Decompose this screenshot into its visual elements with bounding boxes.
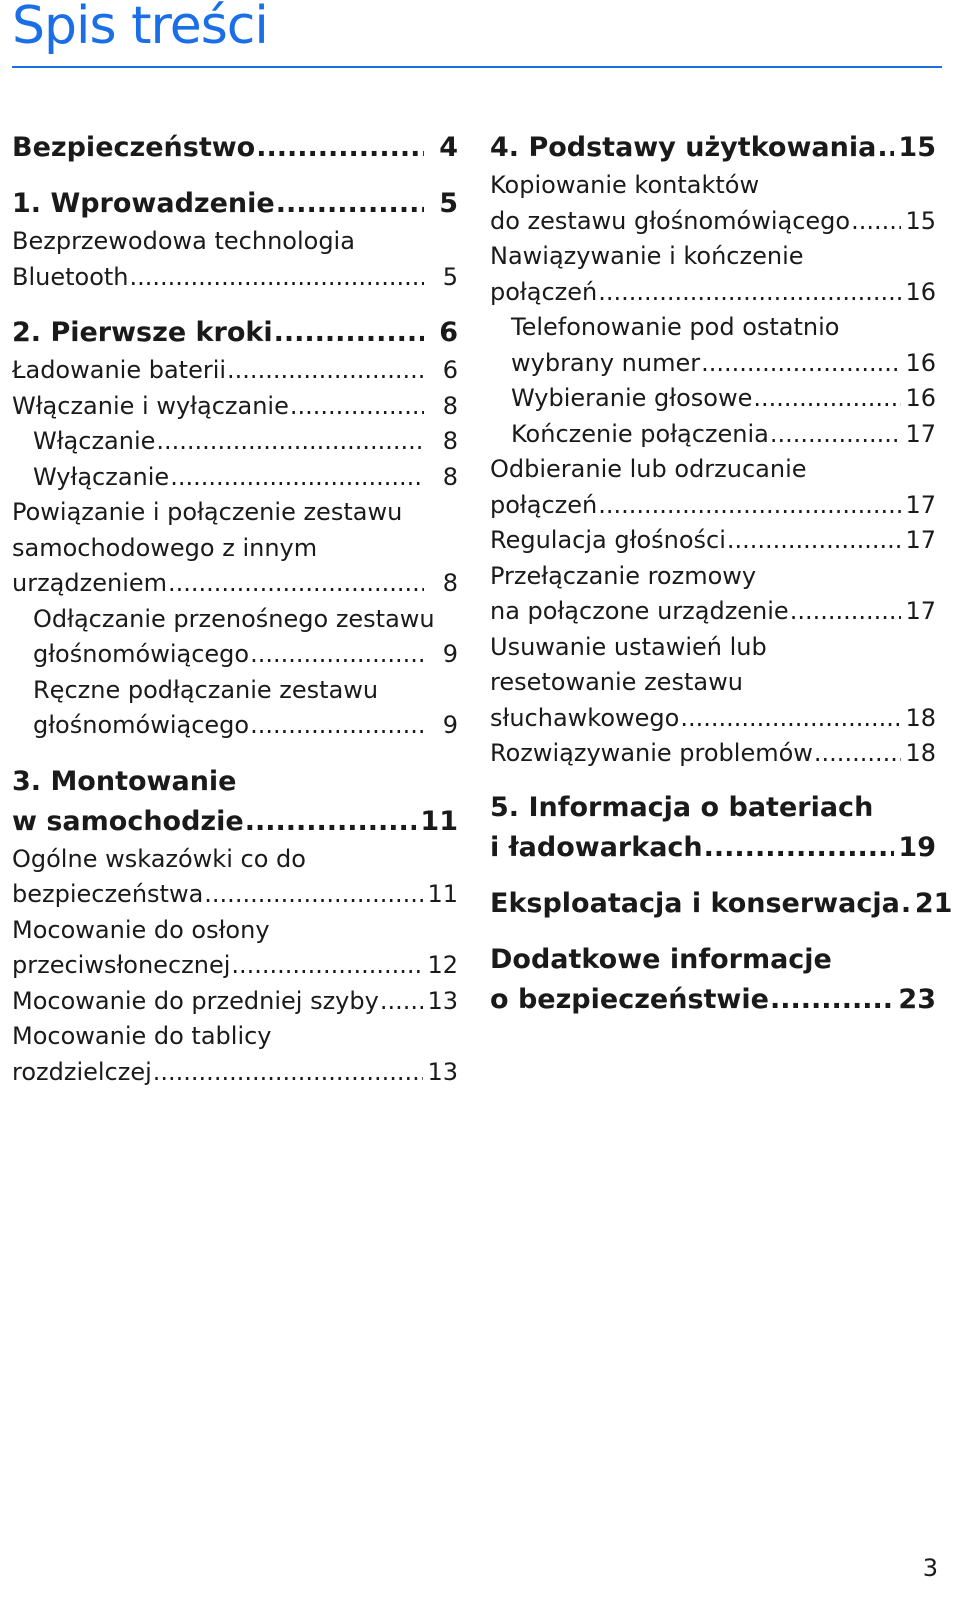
dot-leader [790, 594, 902, 630]
toc-entry-text-line: 5. Informacja o bateriach [490, 791, 874, 823]
toc-entry-wprowadzenie[interactable] [12, 184, 458, 224]
toc-entry-baterie[interactable] [490, 788, 936, 868]
toc-entry-podstawy[interactable] [490, 128, 936, 168]
toc-entry-text: Mocowanie do przedniej szyby [12, 986, 379, 1015]
toc-page-number: 6 [439, 317, 458, 348]
toc-page-number: 5 [442, 262, 458, 291]
toc-entry-text-line: bezpieczeństwa [12, 880, 204, 908]
toc-entry-text: Rozwiązywanie problemów [490, 739, 813, 767]
dot-leader [701, 346, 901, 382]
toc-entry-text-line: w samochodzie [12, 805, 244, 837]
toc-entry-text-line: Nawiązywanie i kończenie [490, 242, 804, 270]
toc-page-number: 17 [905, 490, 936, 519]
toc-page-number: 9 [442, 711, 458, 739]
toc-page-number: 21 [914, 887, 953, 919]
toc-entry-text-line: do zestawu głośnomówiącego [490, 206, 851, 235]
toc-entry-wylaczanie[interactable] [12, 460, 458, 496]
dot-leader [227, 353, 424, 389]
toc-page-number: 16 [905, 384, 936, 412]
toc-entry-kopiowanie[interactable] [490, 168, 936, 239]
toc-entry-text-line: przeciwsłonecznej [12, 951, 231, 979]
toc-entry-text-line: Odbieranie lub odrzucanie [490, 455, 807, 483]
toc-page-number: 4 [439, 132, 458, 163]
toc-entry-text-line: połączeń [490, 277, 598, 306]
toc-page-number: 11 [427, 880, 458, 908]
toc-entry-wlaczanie-i-wylaczanie[interactable] [12, 389, 458, 425]
toc-page-number: 17 [905, 597, 936, 625]
toc-page-number: 16 [905, 348, 936, 377]
toc-page-number: 13 [427, 986, 458, 1015]
toc-entry-text-line: połączeń [490, 490, 598, 519]
dot-leader [276, 184, 424, 224]
toc-page-number: 12 [427, 951, 458, 979]
toc-entry-text-line: urządzeniem [12, 569, 168, 597]
dot-leader [877, 128, 894, 168]
toc-entry-text-line: Ogólne wskazówki co do [12, 844, 306, 873]
dot-leader [250, 637, 424, 673]
toc-entry-text-line: Telefonowanie pod ostatnio [511, 313, 840, 341]
toc-entry-text-line: głośnomówiącego [33, 711, 250, 739]
toc-entry-ladowanie-baterii[interactable] [12, 353, 458, 389]
toc-entry-text-line: 3. Montowanie [12, 765, 237, 797]
toc-page-number: 19 [898, 831, 936, 863]
toc-entry-text-line: Mocowanie do osłony [12, 915, 270, 944]
toc-entry-text: Regulacja głośności [490, 526, 726, 554]
toc-entry-text: Bezpieczeństwo [12, 132, 256, 163]
toc-entry-text-line: słuchawkowego [490, 703, 680, 732]
dot-leader [727, 523, 902, 559]
toc-page-number: 15 [898, 132, 936, 163]
toc-entry-text-line: Powiązanie i połączenie zestawu [12, 498, 403, 526]
toc-entry-oslona[interactable] [12, 913, 458, 984]
toc-entry-konczenie[interactable] [490, 417, 936, 453]
toc-entry-text: Włączanie [33, 427, 156, 455]
toc-entry-text-line: Odłączanie przenośnego zestawu [33, 604, 435, 633]
toc-entry-dodatkowe-informacje[interactable] [490, 940, 936, 1020]
toc-entry-rozwiazywanie[interactable] [490, 736, 936, 772]
toc-page-number: 17 [905, 526, 936, 554]
toc-page-number: 11 [420, 805, 458, 837]
toc-page-number: 16 [905, 277, 936, 306]
page-number: 3 [922, 1554, 938, 1582]
dot-leader [170, 460, 424, 496]
dot-leader [168, 566, 424, 602]
toc-entry-regulacja[interactable] [490, 523, 936, 559]
toc-column-left [12, 128, 458, 1090]
toc-entry-text: Włączanie i wyłączanie [12, 391, 289, 420]
toc-entry-usuwanie[interactable] [490, 630, 936, 737]
dot-leader [130, 260, 424, 296]
toc-entry-bluetooth[interactable] [12, 224, 458, 295]
toc-entry-ostatni-numer[interactable] [490, 310, 936, 381]
dot-leader [680, 701, 901, 737]
toc-entry-powiazanie[interactable] [12, 495, 458, 602]
dot-leader [704, 828, 895, 868]
toc-page-number: 9 [442, 640, 458, 668]
toc-entry-text-line: o bezpieczeństwie [490, 983, 769, 1015]
page-title: Spis treści [12, 0, 268, 56]
toc-page-number: 17 [905, 419, 936, 448]
toc-entry-ogolne-wskazowki[interactable] [12, 842, 458, 913]
toc-entry-text-line: Ręczne podłączanie zestawu [33, 675, 379, 704]
toc-page-number: 8 [442, 462, 458, 491]
dot-leader [598, 275, 901, 311]
dot-leader [245, 802, 417, 842]
toc-entry-text-line: na połączone urządzenie [490, 597, 789, 625]
title-rule [12, 66, 942, 68]
toc-entry-text: Eksploatacja i konserwacja [490, 887, 900, 919]
toc-entry-reczne-podlaczanie[interactable] [12, 673, 458, 744]
dot-leader [598, 488, 901, 524]
toc-entry-nawiazywanie[interactable] [490, 239, 936, 310]
toc-entry-szyba[interactable] [12, 984, 458, 1020]
toc-entry-wlaczanie[interactable] [12, 424, 458, 460]
dot-leader [204, 877, 423, 913]
toc-entry-odlaczanie[interactable] [12, 602, 458, 673]
toc-entry-text-line: Kopiowanie kontaktów [490, 171, 760, 199]
dot-leader [274, 313, 424, 353]
toc-page-number: 8 [442, 391, 458, 420]
toc-entry-text-line: Mocowanie do tablicy [12, 1022, 272, 1050]
toc-page-number: 15 [905, 206, 936, 235]
dot-leader [753, 381, 901, 417]
toc-page-number: 6 [442, 356, 458, 384]
toc-entry-text-line: i ładowarkach [490, 831, 703, 863]
toc-entry-text-line: głośnomówiącego [33, 640, 250, 668]
dot-leader [250, 708, 424, 744]
toc-entry-text-line: Usuwanie ustawień lub [490, 632, 767, 661]
dot-leader [256, 128, 424, 168]
toc-entry-bezpieczenstwo[interactable] [12, 128, 458, 168]
toc-entry-text-line: Przełączanie rozmowy [490, 561, 757, 590]
toc-entry-text: 1. Wprowadzenie [12, 188, 275, 219]
toc-entry-text: 4. Podstawy użytkowania [490, 132, 877, 163]
toc-entry-odbieranie[interactable] [490, 452, 936, 523]
toc-entry-text: Ładowanie baterii [12, 356, 227, 384]
dot-leader [770, 980, 894, 1020]
toc-entry-eksploatacja[interactable] [490, 884, 953, 924]
toc-page-number: 18 [905, 739, 936, 767]
toc-page-number: 23 [898, 983, 936, 1015]
toc-entry-text-line: rozdzielczej [12, 1057, 152, 1086]
dot-leader [156, 424, 424, 460]
toc-entry-text-line: samochodowego z innym [12, 533, 318, 562]
toc-entry-text-line: Bluetooth [12, 262, 129, 291]
toc-entry-text-line: resetowanie zestawu [490, 668, 743, 696]
toc-column-right [490, 128, 953, 1020]
dot-leader [851, 204, 901, 240]
toc-entry-text: Kończenie połączenia [511, 419, 769, 448]
dot-leader [380, 984, 424, 1020]
toc-entry-text: 2. Pierwsze kroki [12, 317, 273, 348]
toc-entry-text: Wyłączanie [33, 462, 170, 491]
toc-entry-pierwsze-kroki[interactable] [12, 313, 458, 353]
toc-entry-przelaczanie[interactable] [490, 559, 936, 630]
toc-page-number: 8 [442, 569, 458, 597]
toc-entry-text: Wybieranie głosowe [511, 384, 753, 412]
toc-entry-wybieranie-glosowe[interactable] [490, 381, 936, 417]
dot-leader [153, 1055, 424, 1091]
toc-page-number: 13 [427, 1057, 458, 1086]
toc-page-number: 18 [905, 703, 936, 732]
toc-entry-text-line: Bezprzewodowa technologia [12, 227, 355, 255]
toc-page-number: 8 [442, 427, 458, 455]
dot-leader [231, 948, 423, 984]
dot-leader [814, 736, 902, 772]
dot-leader [290, 389, 424, 425]
toc-entry-montowanie[interactable] [12, 762, 458, 842]
dot-leader [901, 884, 911, 924]
toc-entry-tablica[interactable] [12, 1019, 458, 1090]
toc-entry-text-line: wybrany numer [511, 348, 701, 377]
dot-leader [770, 417, 902, 453]
toc-entry-text-line: Dodatkowe informacje [490, 943, 832, 975]
toc-page-number: 5 [439, 188, 458, 219]
